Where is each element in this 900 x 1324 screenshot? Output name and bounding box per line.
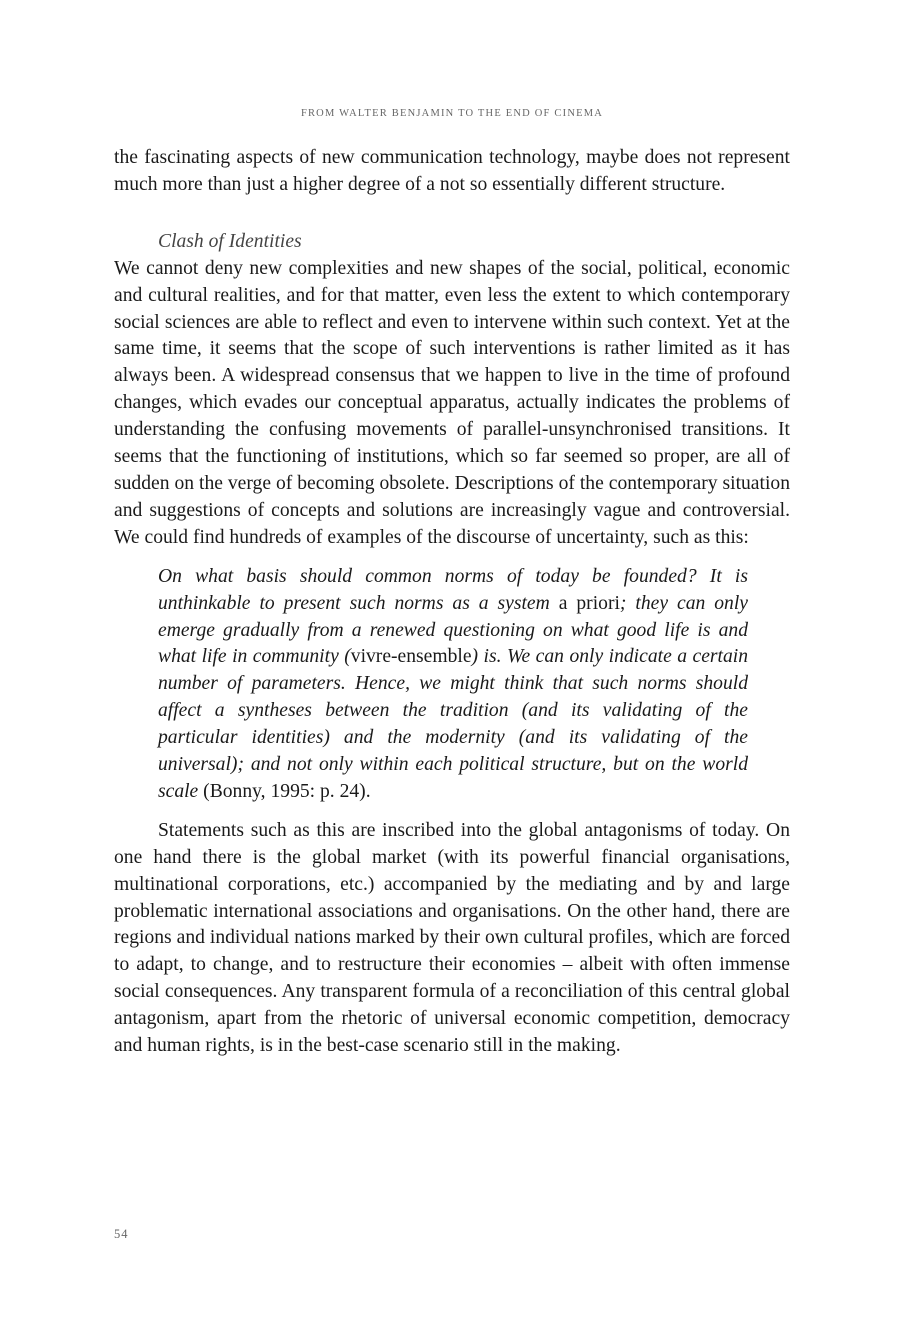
block-quote — [158, 564, 748, 806]
section-heading: Clash of Identities — [158, 230, 302, 252]
quote-term: vivre-ensemble — [350, 646, 472, 668]
running-head: FROM WALTER BENJAMIN TO THE END OF CINEMA — [300, 108, 604, 119]
paragraph-continued: the fascinating aspects of new communication technology, maybe does not represent much more than just a higher degree of a not so essentially different structure. — [114, 147, 790, 195]
quote-text: ) is. We can only indicate a certain number of parameters. Hence, we might think that such norms should affect a syntheses between the tradition (and its validating of the particular identities) and the modernity (and its validating of the universal); and not only within each political structure, but on the world scale — [158, 646, 749, 802]
quote-text: On what basis should common norms of today be founded? It is unthinkable to present such norms as a system — [158, 565, 748, 614]
page-number: 54 — [114, 1227, 129, 1241]
quote-text: ; they can only emerge gradually from a renewed questioning on what good life is and what life in community ( — [158, 592, 748, 668]
quote-term: a priori — [558, 592, 620, 614]
quote-citation: (Bonny, 1995: p. 24). — [198, 780, 371, 802]
paragraph: We cannot deny new complexities and new shapes of the social, political, economic and cultural realities, and for that matter, even less the extent to which contemporary social sciences are able to reflect and even to intervene within such context. Yet at the same time, it seems that the scope of such interventions is rather limited as it has always been. A widespread consensus that we happen to live in the time of profound changes, which evades our conceptual apparatus, actually indicates the problems of understanding the confusing movements of parallel-unsynchronised transitions. It seems that the functioning of institutions, which so far seemed so proper, are all of sudden on the verge of becoming obsolete. Descriptions of the contemporary situation and suggestions of concepts and solutions are increasingly vague and controversial. We could find hundreds of examples of the discourse of uncertainty, such as this: — [114, 257, 790, 548]
paragraph: Statements such as this are inscribed into the global antagonisms of today. On one hand there is the global market (with its powerful financial organisations, multinational corporations, etc.) accompanied by the mediating and by and large problematic international associations and organisations. On the other hand, there are regions and individual nations marked by their own cultural profiles, which are forced to adapt, to change, and to restructure their economies – albeit with often immense social consequences. Any transparent formula of a reconciliation of this central global antagonism, apart from the rhetoric of universal economic competition, democracy and human rights, is in the best-case scenario still in the making. — [114, 819, 790, 1057]
page-body — [114, 145, 790, 1060]
